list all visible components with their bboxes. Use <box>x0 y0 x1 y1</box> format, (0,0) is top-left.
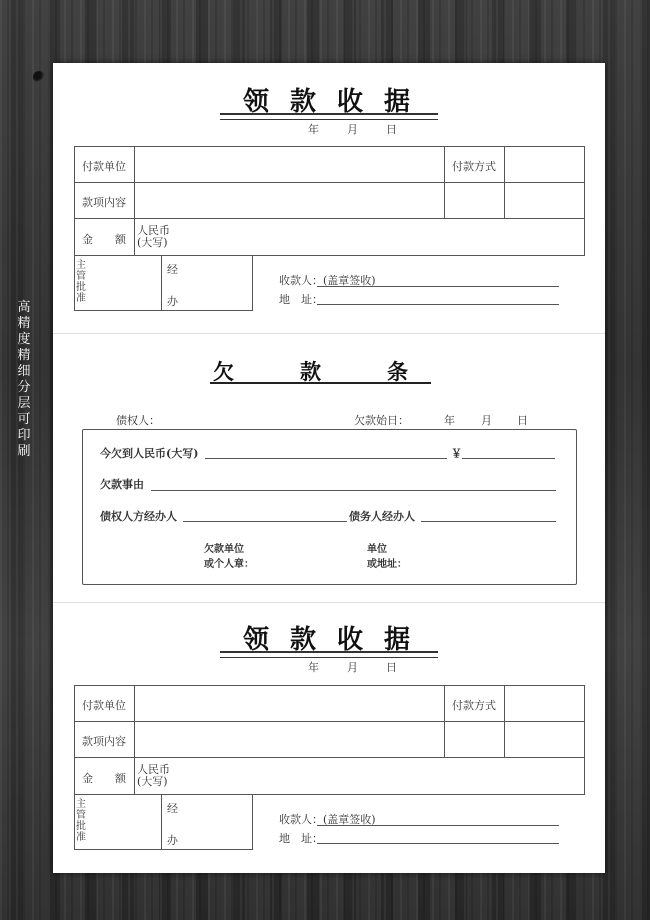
side-vertical-caption: 高 精 度 精 细 分 层 可 印 刷 <box>17 300 31 459</box>
address-label: 地 址： <box>279 293 323 306</box>
payee-sign-note: (盖章签收) <box>323 813 376 826</box>
title-underline <box>220 113 438 120</box>
start-date-label: 欠款始日： <box>354 414 409 427</box>
debt-reason-label: 欠款事由 <box>100 478 144 491</box>
handler-char-2: 办 <box>167 295 178 308</box>
rmb-label: 人民币 (大写) <box>137 224 170 249</box>
payment-method-label: 付款方式 <box>452 160 496 173</box>
debtor-unit-label: 欠款单位 <box>204 544 244 555</box>
approval-box <box>74 795 253 850</box>
handler-char-1: 经 <box>167 802 178 815</box>
debt-title: 欠 款 条 <box>213 359 408 384</box>
payee-label: 收款人： <box>279 274 323 287</box>
yen-sign: ￥ <box>451 447 462 460</box>
supervisor-approval-label: 主 管 批 准 <box>76 260 86 304</box>
debtor-agent-label: 债务人经办人 <box>349 510 415 523</box>
amount-label: 金 额 <box>82 233 126 246</box>
debtor-agent-line[interactable] <box>421 521 556 522</box>
start-year: 年 <box>444 414 455 427</box>
receipt-date: 年 月 日 <box>308 123 397 136</box>
handler-char-1: 经 <box>167 263 178 276</box>
receipt-title: 领款收据 <box>243 87 432 117</box>
owed-amount-line[interactable] <box>205 458 447 459</box>
debt-reason-line[interactable] <box>151 490 556 491</box>
pushpin-icon <box>33 71 45 83</box>
content-label: 款项内容 <box>82 196 126 209</box>
payee-sign-note: (盖章签收) <box>323 274 376 287</box>
approval-box <box>74 256 253 311</box>
owed-amount-label: 今欠到人民币(大写) <box>100 447 199 460</box>
payee-label: 收款人： <box>279 813 323 826</box>
payer-unit-label: 付款单位 <box>82 699 126 712</box>
title-underline <box>220 651 438 658</box>
start-month: 月 <box>481 414 492 427</box>
handler-char-2: 办 <box>167 834 178 847</box>
payee-line[interactable] <box>317 286 559 287</box>
personal-seal-label: 或个人章： <box>204 559 254 570</box>
receipt-form-bottom <box>53 602 605 872</box>
receipt-date: 年 月 日 <box>308 661 397 674</box>
creditor-agent-line[interactable] <box>183 521 347 522</box>
creditor-label: 债权人： <box>116 414 160 427</box>
receipt-form-top <box>53 63 605 333</box>
amount-label: 金 额 <box>82 772 126 785</box>
start-day: 日 <box>517 414 528 427</box>
payer-unit-label: 付款单位 <box>82 160 126 173</box>
unit-label: 单位 <box>367 544 387 555</box>
content-label: 款项内容 <box>82 735 126 748</box>
address-line[interactable] <box>317 843 559 844</box>
yen-amount-line[interactable] <box>462 458 555 459</box>
creditor-agent-label: 债权人方经办人 <box>100 510 177 523</box>
paper-sheet <box>53 63 605 873</box>
receipt-title: 领款收据 <box>243 625 432 655</box>
payment-method-label: 付款方式 <box>452 699 496 712</box>
address-label: 地 址： <box>279 832 323 845</box>
address-line[interactable] <box>317 304 559 305</box>
supervisor-approval-label: 主 管 批 准 <box>76 799 86 843</box>
payee-line[interactable] <box>317 825 559 826</box>
rmb-label: 人民币 (大写) <box>137 763 170 788</box>
debt-note-form <box>53 334 605 602</box>
or-address-label: 或地址： <box>367 559 407 570</box>
